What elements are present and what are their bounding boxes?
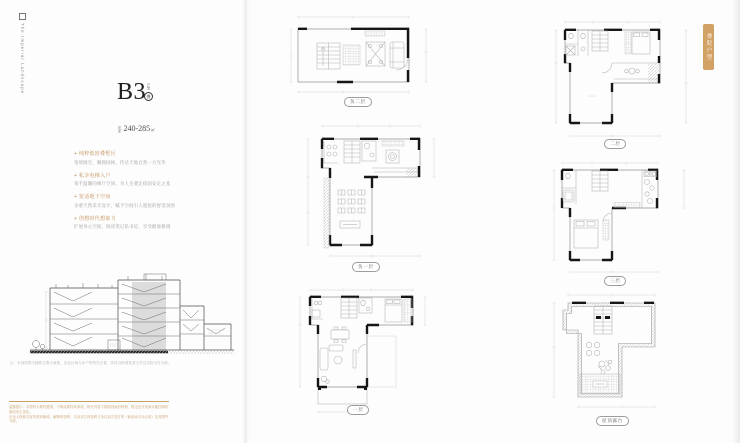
floorplan-roof-terrace <box>546 288 733 414</box>
selling-point-title: + 纯粹低密叠墅区 <box>74 151 117 157</box>
floorplan-label-level1: 一层 <box>347 405 369 415</box>
selling-point-desc: 扩展身心空间，阅读笔记私书房，享受健康格调 <box>74 224 171 229</box>
selling-point-desc: 垂手温馨的梯厅空间，为人生奠定稳固安定之基 <box>74 181 171 186</box>
disclaimer-divider <box>9 401 169 402</box>
floorplan-basement2 <box>283 12 453 104</box>
building-section-diagram <box>28 268 240 360</box>
floorplan-label-basement2: 负二层 <box>344 97 372 107</box>
unit-area <box>117 125 155 133</box>
disclaimer-line-2: 出卖人保留对宣传资料修改、解释的权利，买卖双方的权利义务以双方签订的《商品房买卖合同》及其附件为准。 <box>9 414 169 424</box>
brand-logo-icon <box>19 13 26 20</box>
section-note: 注：本剖面图为楼栋位置示意图，灰色区域为本户型所在位置，具体以规划批准文件及实际交付为准。 <box>10 361 172 365</box>
area-value: 240-285 <box>123 124 151 133</box>
floorplan-label-basement1: 负一层 <box>352 262 380 272</box>
floorplan-basement1 <box>298 118 453 264</box>
selling-point-title: + 创想时代想象力 <box>74 215 117 222</box>
corner-tab <box>703 24 714 70</box>
unit-code-title: B3 <box>117 79 147 105</box>
brand-mark <box>19 13 26 94</box>
unit-code-note: 户型 <box>146 83 150 91</box>
disclaimer <box>9 401 169 424</box>
unit-code-side <box>144 83 153 101</box>
area-prefix: 建面 <box>117 126 121 133</box>
selling-points <box>74 151 226 237</box>
selling-point-item <box>74 194 226 208</box>
brand-name: The Imperial Landscape <box>20 23 25 95</box>
corner-tab-label: 叠院户型 <box>705 33 712 61</box>
selling-point-desc: 宽境阔宅，瞰拥园林，传达天地自然一方光华 <box>74 159 166 165</box>
page-fold-line <box>242 0 251 443</box>
page-edge-shadow <box>732 0 740 443</box>
selling-point-title: + 私享电梯入户 <box>74 172 111 179</box>
floorplan-label-roof-terrace: 屋顶露台 <box>596 416 629 426</box>
selling-point-item <box>74 216 226 230</box>
selling-point-title: + 宽适地下空间 <box>74 194 111 200</box>
selling-point-item <box>74 151 226 165</box>
unit-code-badge: 叠 <box>144 92 153 101</box>
floorplan-label-level2: 二层 <box>604 139 626 149</box>
selling-point-desc: 多重天然采光设计，赋予空间引人遐思的舒适氛围 <box>74 202 175 208</box>
floorplan-label-level3: 三层 <box>604 276 626 286</box>
floorplan-level3 <box>548 158 730 284</box>
area-unit: ㎡ <box>151 128 155 133</box>
disclaimer-line-1: 温馨提示：本资料为要约邀请，不构成要约或承诺，相关内容不排除因政府规划、规定及开发商未能控制的原因发生变化。 <box>9 405 169 414</box>
floorplan-level1 <box>293 286 461 418</box>
selling-point-item <box>74 173 226 187</box>
